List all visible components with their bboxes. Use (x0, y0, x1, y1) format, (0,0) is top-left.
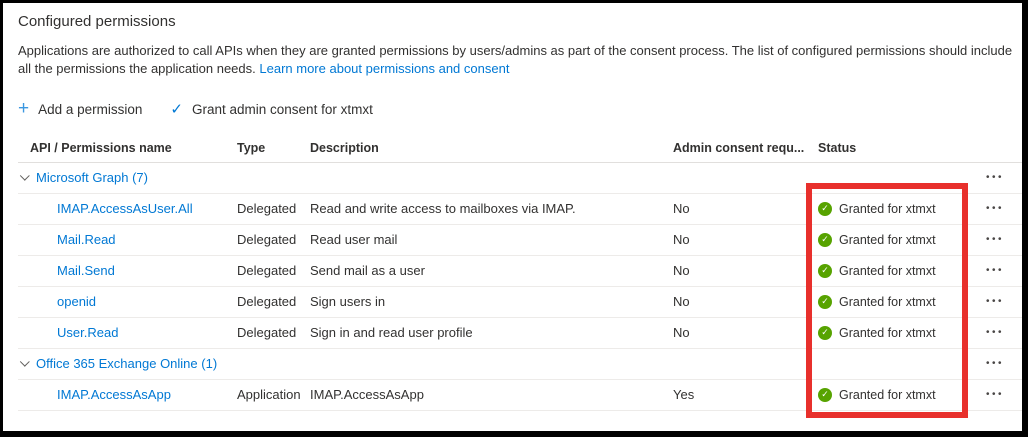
permissions-toolbar (18, 97, 1022, 119)
column-header-api-name: API / Permissions name (30, 141, 172, 156)
more-options-button[interactable] (980, 230, 1010, 249)
permission-row (18, 256, 1022, 287)
status-cell (818, 264, 968, 278)
grant-admin-consent-label: Grant admin consent for xtmxt (192, 101, 373, 117)
chevron-down-icon[interactable] (20, 357, 30, 367)
more-options-cell (968, 292, 1022, 311)
more-options-cell (968, 168, 1022, 187)
checkmark-icon: ✓ (170, 100, 183, 118)
more-options-icon: ••• (985, 203, 1004, 215)
type-cell: Delegated (237, 325, 297, 341)
more-options-icon: ••• (985, 358, 1004, 370)
more-options-icon: ••• (985, 265, 1004, 277)
more-options-cell (968, 323, 1022, 342)
api-group-link[interactable]: Microsoft Graph (7) (36, 170, 148, 186)
column-header-description: Description (310, 141, 379, 156)
more-options-button[interactable] (980, 168, 1010, 187)
granted-check-icon: ✓ (818, 202, 832, 216)
api-group-row (18, 349, 1022, 380)
permission-row (18, 194, 1022, 225)
chevron-down-icon[interactable] (20, 171, 30, 181)
permission-name-cell (18, 294, 237, 309)
permission-row (18, 225, 1022, 256)
type-cell: Delegated (237, 201, 297, 217)
permission-row (18, 318, 1022, 349)
permission-name-link[interactable]: IMAP.AccessAsApp (57, 387, 171, 403)
status-text: Granted for xtmxt (839, 325, 936, 340)
add-permission-button[interactable] (18, 97, 143, 119)
granted-check-icon: ✓ (818, 326, 832, 340)
type-cell: Delegated (237, 232, 297, 248)
permission-row (18, 287, 1022, 318)
more-options-cell (968, 199, 1022, 218)
column-header-type: Type (237, 141, 266, 156)
status-badge (818, 233, 968, 247)
more-options-cell (968, 230, 1022, 249)
table-header-row (18, 135, 1022, 163)
table-body (18, 163, 1022, 411)
api-group-row (18, 163, 1022, 194)
status-cell (818, 233, 968, 247)
status-cell (818, 326, 968, 340)
type-cell: Delegated (237, 263, 297, 279)
more-options-button[interactable] (980, 261, 1010, 280)
permissions-table (18, 135, 1022, 411)
permission-name-cell (18, 325, 237, 340)
permission-name-link[interactable]: Mail.Read (57, 232, 116, 248)
status-badge (818, 388, 968, 402)
permission-name-link[interactable]: IMAP.AccessAsUser.All (57, 201, 193, 217)
granted-check-icon: ✓ (818, 233, 832, 247)
column-header-admin-consent: Admin consent requ... (673, 141, 805, 156)
more-options-icon: ••• (985, 327, 1004, 339)
permission-name-cell (18, 201, 237, 216)
more-options-cell (968, 354, 1022, 373)
status-badge (818, 295, 968, 309)
more-options-button[interactable] (980, 199, 1010, 218)
description-cell: Read and write access to mailboxes via IMAP. (310, 201, 576, 217)
type-cell: Application (237, 387, 301, 403)
add-permission-label: Add a permission (38, 101, 143, 117)
granted-check-icon: ✓ (818, 388, 832, 402)
status-badge (818, 264, 968, 278)
description-cell: Send mail as a user (310, 263, 425, 279)
description-cell: IMAP.AccessAsApp (310, 387, 424, 403)
more-options-cell (968, 261, 1022, 280)
grant-admin-consent-button[interactable] (170, 102, 372, 117)
more-options-icon: ••• (985, 296, 1004, 308)
status-text: Granted for xtmxt (839, 263, 936, 278)
more-options-cell (968, 385, 1022, 404)
status-text: Granted for xtmxt (839, 294, 936, 309)
description-cell: Sign users in (310, 294, 386, 310)
more-options-button[interactable] (980, 292, 1010, 311)
description-text: Applications are authorized to call APIs when they are granted permissions by users/admins as part of the consent process. The list of configured permissions should include all the permissions the application needs. (18, 43, 1013, 76)
more-options-button[interactable] (980, 323, 1010, 342)
granted-check-icon: ✓ (818, 264, 832, 278)
column-header-status: Status (818, 141, 857, 156)
permission-name-cell (18, 387, 237, 402)
more-options-button[interactable] (980, 354, 1010, 373)
permission-name-link[interactable]: openid (57, 294, 97, 310)
status-text: Granted for xtmxt (839, 387, 936, 402)
permission-row (18, 380, 1022, 411)
admin-consent-cell: No (673, 232, 690, 248)
api-group-link[interactable]: Office 365 Exchange Online (1) (36, 356, 218, 372)
status-cell (818, 388, 968, 402)
admin-consent-cell: Yes (673, 387, 695, 403)
admin-consent-cell: No (673, 325, 690, 341)
status-text: Granted for xtmxt (839, 232, 936, 247)
status-cell (818, 202, 968, 216)
admin-consent-cell: No (673, 263, 690, 279)
more-options-icon: ••• (985, 389, 1004, 401)
granted-check-icon: ✓ (818, 295, 832, 309)
api-group-name-cell (18, 356, 237, 371)
plus-icon: + (18, 97, 30, 119)
permission-name-link[interactable]: User.Read (57, 325, 119, 341)
more-options-icon: ••• (985, 172, 1004, 184)
learn-more-link[interactable]: Learn more about permissions and consent (259, 60, 510, 76)
permission-name-cell (18, 232, 237, 247)
permission-name-link[interactable]: Mail.Send (57, 263, 115, 279)
permissions-description (18, 42, 1018, 78)
page-title: Configured permissions (18, 13, 176, 30)
type-cell: Delegated (237, 294, 297, 310)
description-cell: Read user mail (310, 232, 398, 248)
description-cell: Sign in and read user profile (310, 325, 473, 341)
more-options-icon: ••• (985, 234, 1004, 246)
status-cell (818, 295, 968, 309)
status-badge (818, 202, 968, 216)
admin-consent-cell: No (673, 201, 690, 217)
permission-name-cell (18, 263, 237, 278)
status-text: Granted for xtmxt (839, 201, 936, 216)
admin-consent-cell: No (673, 294, 690, 310)
more-options-button[interactable] (980, 385, 1010, 404)
api-group-name-cell (18, 170, 237, 185)
status-badge (818, 326, 968, 340)
